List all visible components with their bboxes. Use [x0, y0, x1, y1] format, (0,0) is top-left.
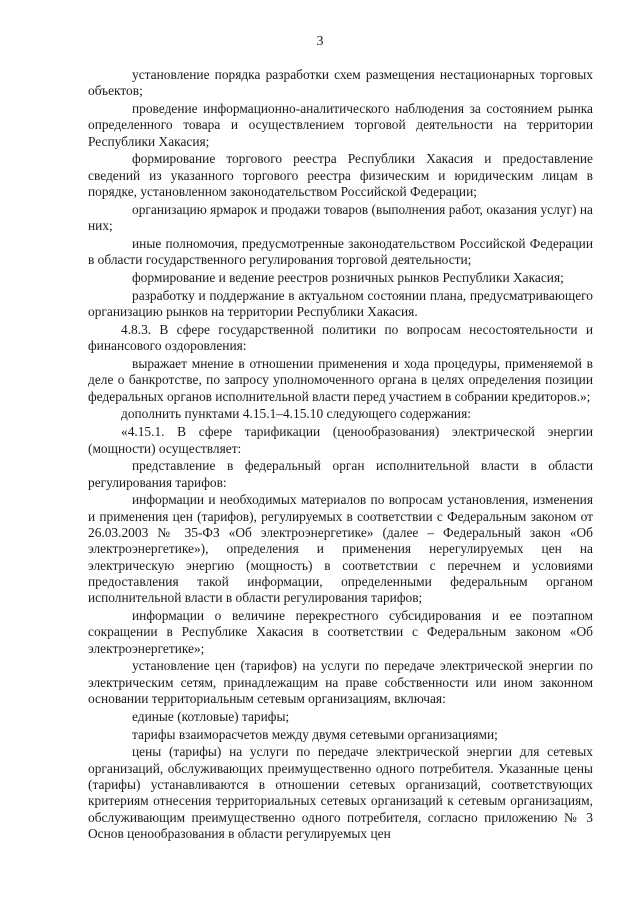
page-number: 3 [316, 34, 324, 49]
paragraph: представление в федеральный орган исполнительной власти в области регулирования тарифов: [88, 458, 593, 490]
paragraph: установление цен (тарифов) на услуги по передаче электрической энергии по электрическим сетям, принадлежащим на праве собственности или ином законном основании территориальным сетевым организациям, включая: [88, 658, 593, 706]
paragraph: иные полномочия, предусмотренные законодательством Российской Федерации в области государственного регулирования торговой деятельности; [88, 235, 593, 268]
paragraph: формирование торгового реестра Республики Хакасия и предоставление сведений из указанного торгового реестра физическим и юридическим лицам в порядке, установленном законодательством Российской Федерации; [88, 151, 593, 200]
paragraph: выражает мнение в отношении применения и хода процедуры, применяемой в деле о банкротстве, по запросу уполномоченного органа в целях определения позиции федеральных органов исполнительной власти перед участием в собрании кредиторов.»; [88, 356, 593, 404]
paragraph: проведение информационно-аналитического наблюдения за состоянием рынка определенного товара и осуществлением торговой деятельности на территории Республики Хакасия; [88, 101, 593, 149]
section-heading-4-15-1: «4.15.1. В сфере тарификации (ценообразования) электрической энергии (мощности) осуществляет: [88, 424, 593, 456]
paragraph: информации о величине перекрестного субсидирования и ее поэтапном сокращении в Республике Хакасия в соответствии с Федеральным законом «Об электроэнергетике»; [88, 608, 593, 656]
paragraph: цены (тарифы) на услуги по передаче электрической энергии для сетевых организаций, обслуживающих преимущественно одного потребителя. Указанные цены (тарифы) устанавливаются в отношении сетевых организаций, соответствующих критериям отнесения территориальных сетевых организаций к сетевым организациям, обслуживающим преимущественно одного потребителя, согласно приложению № 3 Основ ценообразования в области регулируемых цен [88, 744, 593, 841]
paragraph: организацию ярмарок и продажи товаров (выполнения работ, оказания услуг) на них; [88, 201, 593, 234]
paragraph: тарифы взаиморасчетов между двумя сетевыми организациями; [132, 726, 498, 742]
paragraph: установление порядка разработки схем размещения нестационарных торговых объектов; [88, 67, 593, 99]
paragraph: единые (котловые) тарифы; [132, 708, 290, 724]
paragraph: дополнить пунктами 4.15.1–4.15.10 следующего содержания: [121, 406, 471, 422]
paragraph: информации и необходимых материалов по вопросам установления, изменения и применения цен (тарифов), регулируемых в соответствии с Федеральным законом от 26.03.2003 № 35-ФЗ «Об электроэнергетике» (далее – Федеральный закон «Об электроэнергетике»), определения и применения нерегулируемых цен на электрическую энергию (мощность) в соответствии с перечнем и условиями предоставления такой информации, определенными федеральным органом исполнительной власти в области регулирования тарифов; [88, 492, 593, 606]
section-heading-4-8-3: 4.8.3. В сфере государственной политики по вопросам несостоятельности и финансового оздоровления: [88, 321, 593, 354]
document-body [88, 67, 593, 844]
paragraph: формирование и ведение реестров розничных рынков Республики Хакасия; [132, 270, 564, 286]
paragraph: разработку и поддержание в актуальном состоянии плана, предусматривающего организацию рынков на территории Республики Хакасия. [88, 287, 593, 320]
